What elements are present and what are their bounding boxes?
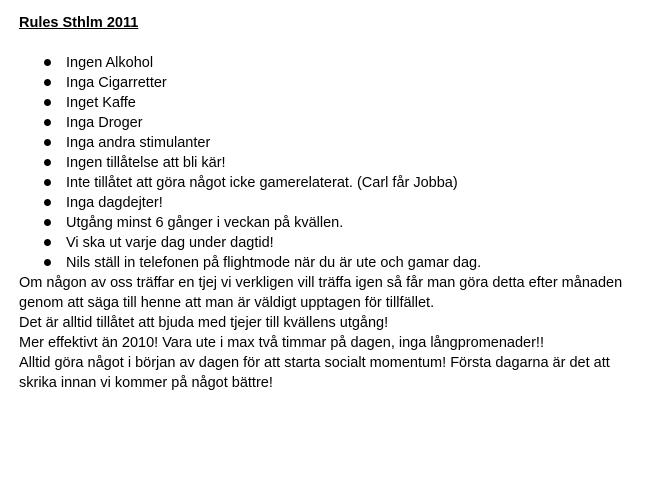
bullet-icon xyxy=(44,219,51,226)
paragraph: Det är alltid tillåtet att bjuda med tjejer till kvällens utgång! xyxy=(19,315,389,331)
bullet-icon xyxy=(44,139,51,146)
bullet-icon xyxy=(44,99,51,106)
rule-item xyxy=(19,253,644,273)
rule-text: Inte tillåtet att göra något icke gamerelaterat. (Carl får Jobba) xyxy=(66,175,458,191)
bullet-icon xyxy=(44,239,51,246)
rule-text: Inga andra stimulanter xyxy=(66,135,211,151)
document-title: Rules Sthlm 2011 xyxy=(19,15,139,31)
bullet-icon xyxy=(44,179,51,186)
rule-item xyxy=(19,133,644,153)
rule-item xyxy=(19,193,644,213)
rules-list xyxy=(19,53,644,273)
paragraph: Mer effektivt än 2010! Vara ute i max två timmar på dagen, inga långpromenader!! xyxy=(19,335,544,351)
rule-text: Ingen Alkohol xyxy=(66,55,154,71)
rule-item xyxy=(19,173,644,193)
bullet-icon xyxy=(44,79,51,86)
rule-item xyxy=(19,213,644,233)
rule-text: Inga Cigarretter xyxy=(66,75,167,91)
bullet-icon xyxy=(44,119,51,126)
rule-text: Vi ska ut varje dag under dagtid! xyxy=(66,235,274,251)
rule-item xyxy=(19,73,644,93)
rule-item xyxy=(19,233,644,253)
rule-text: Inget Kaffe xyxy=(66,95,136,111)
rule-text: Utgång minst 6 gånger i veckan på kvällen. xyxy=(66,215,344,231)
bullet-icon xyxy=(44,59,51,66)
rule-text: Nils ställ in telefonen på flightmode när du är ute och gamar dag. xyxy=(66,255,482,271)
rule-text: Inga dagdejter! xyxy=(66,195,163,211)
rule-item xyxy=(19,153,644,173)
rule-text: Ingen tillåtelse att bli kär! xyxy=(66,155,226,171)
bullet-icon xyxy=(44,259,51,266)
rule-item xyxy=(19,53,644,73)
document xyxy=(19,13,644,393)
rule-item xyxy=(19,93,644,113)
rule-text: Inga Droger xyxy=(66,115,143,131)
paragraph: Alltid göra något i början av dagen för att starta socialt momentum! Första dagarna är det att skrika innan vi kommer på något bättre! xyxy=(19,355,610,391)
rule-item xyxy=(19,113,644,133)
bullet-icon xyxy=(44,199,51,206)
paragraph: Om någon av oss träffar en tjej vi verkligen vill träffa igen så får man göra detta efter månaden genom att säga till henne att man är väldigt upptagen för tillfället. xyxy=(19,275,623,311)
bullet-icon xyxy=(44,159,51,166)
